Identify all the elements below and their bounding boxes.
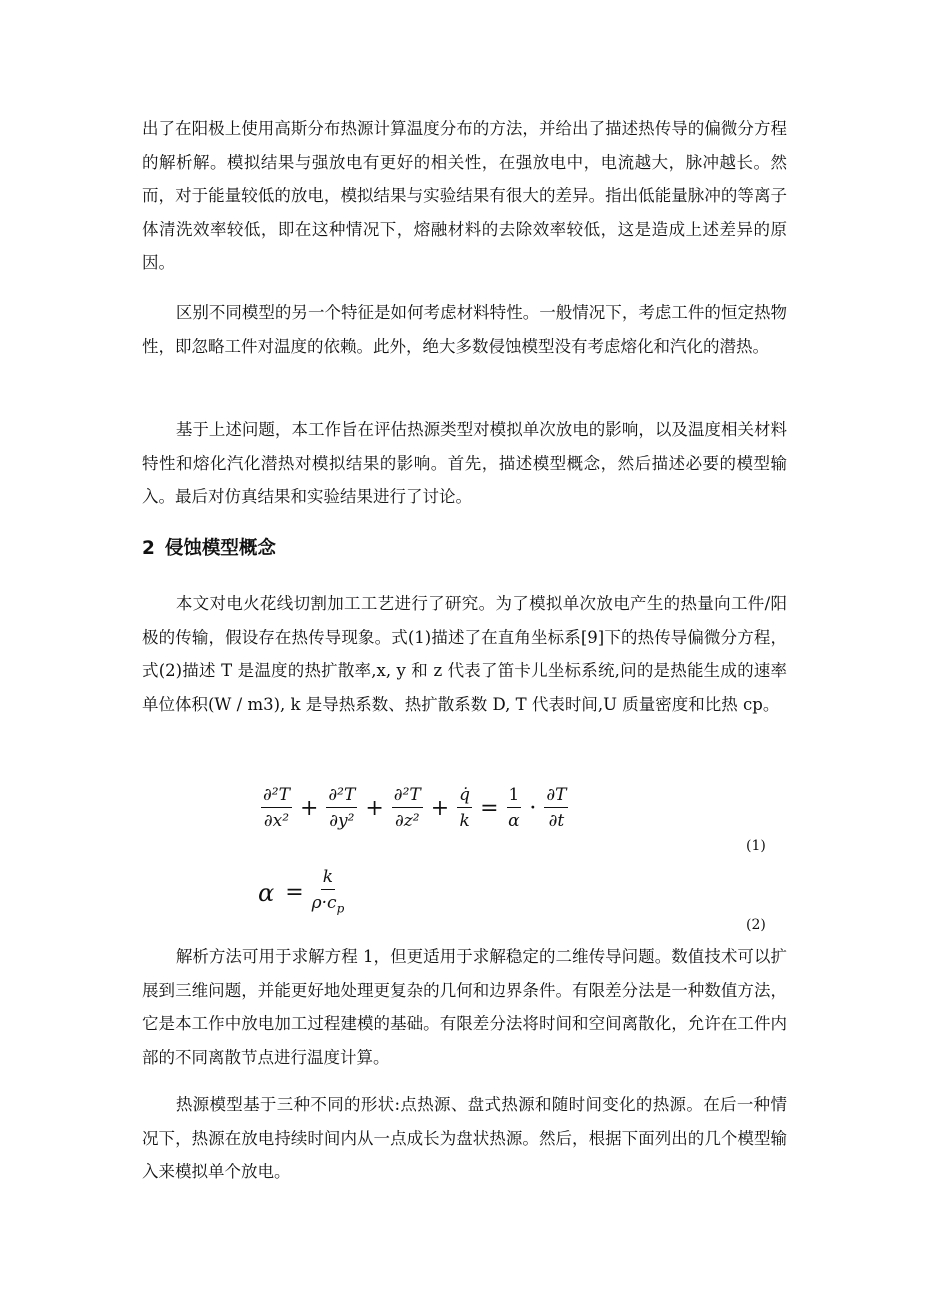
paragraph-1: 出了在阳极上使用高斯分布热源计算温度分布的方法，并给出了描述热传导的偏微分方程的解析解。模拟结果与强放电有更好的相关性，在强放电中，电流越大，脉冲越长。然而，对于能量较低的放电，模拟结果与实验结果有很大的差异。指出低能量脉冲的等离子体清洗效率较低，即在这种情况下，熔融材料的去除效率较低，这是造成上述差异的原因。 [142,119,787,272]
section-number: 2 [142,538,155,559]
paragraph-4: 本文对电火花线切割加工工艺进行了研究。为了模拟单次放电产生的热量向工件/阳极的传输，假设存在热传导现象。式(1)描述了在直角坐标系[9]下的热传导偏微分方程，式(2)描述 T 是温度的热扩散率,x, y 和 z 代表了笛卡儿坐标系统,问的是热能生成的速率单位体积(W / m3), k 是导热系数、热扩散系数 D, T 代表时间,U 质量密度和比热 cp。 [142,594,787,714]
eq1-term-t: $\frac{\partial T}{\partial t}$ [546,785,567,831]
equation-2: α = $\frac{k}{\rho\cdot c_p}$ [258,866,347,919]
section-heading [142,534,276,564]
eq1-term-q: $\frac{q̇}{k}$ [459,785,471,831]
eq1-term-z: $\frac{\text{∂²T}}{\text{∂z²}}$ [393,785,421,831]
eq1-term-y: $\frac{\text{∂²T}}{\text{∂y²}}$ [328,785,356,831]
equation-2-number: (2) [746,917,766,933]
equation-1: $\frac{\text{∂²T}}{\text{∂x²}}$ + $\frac{\text{∂²T}}{\text{∂y²}}$ + $\frac{\text{∂²T}}{\text{∂z²}}$ + $\frac{q̇}{k}$ = $\frac{1}{\alpha}$ · $\frac{\partial T}{\partial t}$ [263,785,567,831]
paragraph-6: 热源模型基于三种不同的形状:点热源、盘式热源和随时间变化的热源。在后一种情况下，热源在放电持续时间内从一点成长为盘状热源。然后，根据下面列出的几个模型输入来模拟单个放电。 [142,1095,787,1181]
paragraph-2: 区别不同模型的另一个特征是如何考虑材料特性。一般情况下，考虑工件的恒定热物性，即忽略工件对温度的依赖。此外，绝大多数侵蚀模型没有考虑熔化和汽化的潜热。 [142,303,787,356]
paragraph-5: 解析方法可用于求解方程 1，但更适用于求解稳定的二维传导问题。数值技术可以扩展到三维问题，并能更好地处理更复杂的几何和边界条件。有限差分法是一种数值方法，它是本工作中放电加工过程建模的基础。有限差分法将时间和空间离散化，允许在工件内部的不同离散节点进行温度计算。 [142,947,787,1067]
equation-1-number: (1) [746,838,766,854]
eq1-term-x: $\frac{\text{∂²T}}{\text{∂x²}}$ [263,785,290,831]
eq2-fraction: $\frac{k}{\rho\cdot c_p}$ [311,867,345,916]
section-title: 侵蚀模型概念 [164,538,276,559]
eq1-term-alpha: $\frac{1}{\alpha}$ [508,785,520,831]
paragraph-3: 基于上述问题，本工作旨在评估热源类型对模拟单次放电的影响，以及温度相关材料特性和熔化汽化潜热对模拟结果的影响。首先，描述模型概念，然后描述必要的模型输入。最后对仿真结果和实验结果进行了讨论。 [142,420,787,506]
